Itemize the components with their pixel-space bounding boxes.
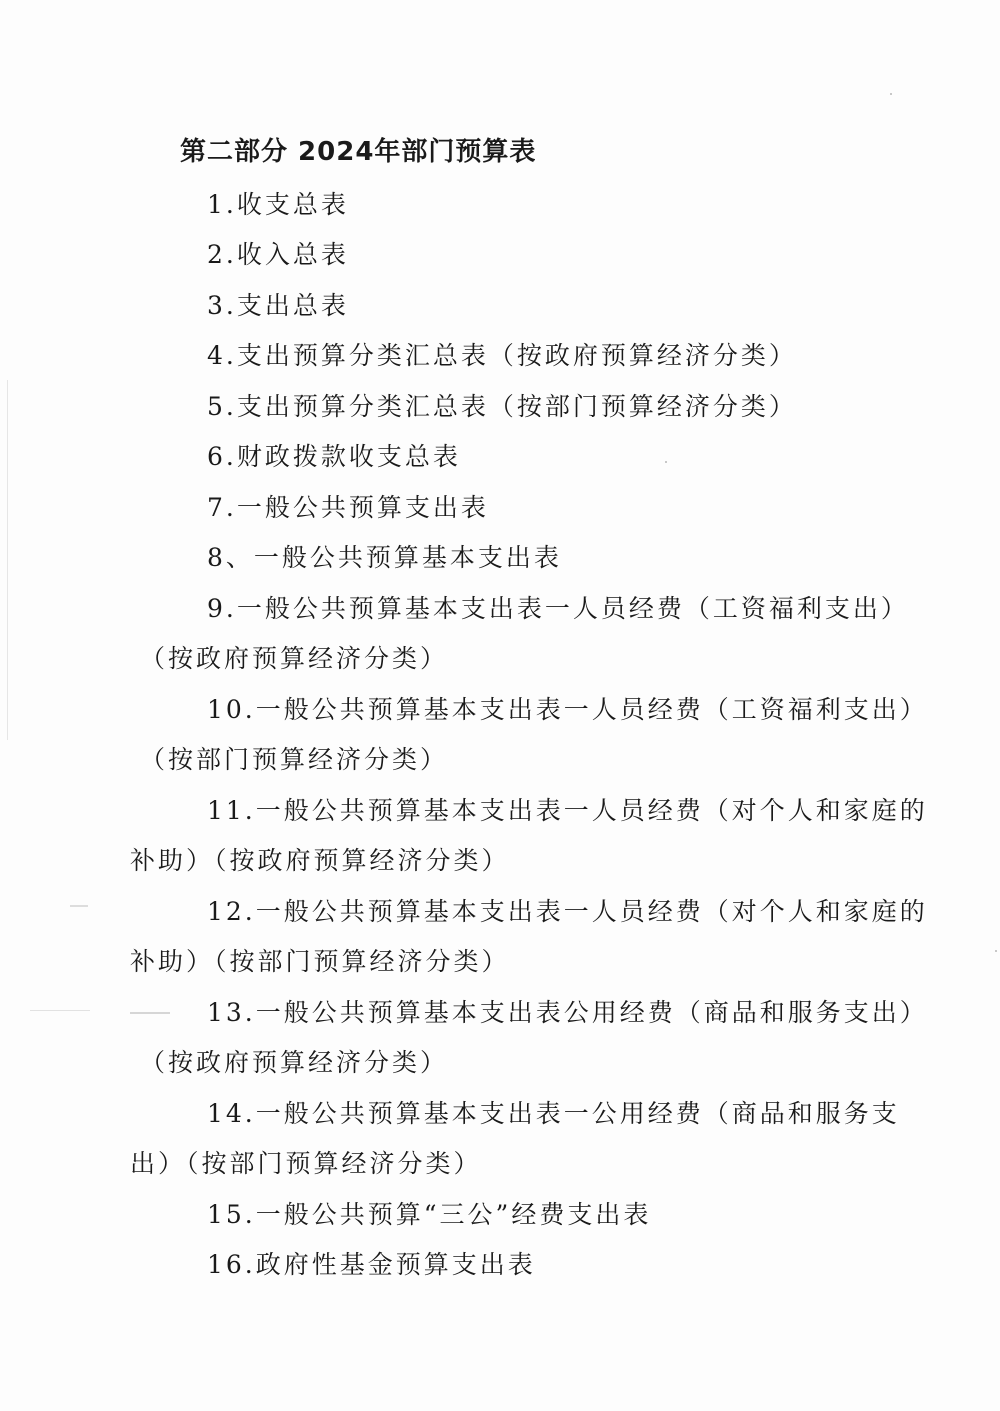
list-item-continuation: （按部门预算经济分类） [140,745,449,774]
list-item: 6.财政拨款收支总表 [207,442,461,471]
list-item: 9.一般公共预算基本支出表一人员经费（工资福利支出） [207,594,909,623]
list-item: 12.一般公共预算基本支出表一人员经费（对个人和家庭的 [207,897,928,926]
list-item-continuation: 出）（按部门预算经济分类） [130,1149,482,1178]
list-item: 13.一般公共预算基本支出表公用经费（商品和服务支出） [207,998,928,1027]
list-item: 11.一般公共预算基本支出表一人员经费（对个人和家庭的 [207,796,928,825]
scan-speck [995,950,997,952]
list-item-continuation: 补助）（按政府预算经济分类） [130,846,510,875]
scan-speck [30,1010,90,1011]
list-item-continuation: （按政府预算经济分类） [140,644,449,673]
scan-edge-mark [7,380,8,740]
list-item: 1.收支总表 [207,190,349,219]
list-item: 3.支出总表 [207,291,349,320]
list-item: 7.一般公共预算支出表 [207,493,489,522]
scan-speck [70,905,88,907]
scan-speck [890,93,892,95]
list-item: 14.一般公共预算基本支出表一公用经费（商品和服务支 [207,1099,900,1128]
list-item: 16.政府性基金预算支出表 [207,1250,536,1279]
list-item: 10.一般公共预算基本支出表一人员经费（工资福利支出） [207,695,928,724]
list-item: 15.一般公共预算“三公”经费支出表 [207,1200,652,1229]
list-item-continuation: 补助）（按部门预算经济分类） [130,947,510,976]
section-heading: 第二部分 2024年部门预算表 [180,137,537,167]
list-item: 8、一般公共预算基本支出表 [207,543,562,572]
scan-speck [130,1012,170,1014]
list-item: 4.支出预算分类汇总表（按政府预算经济分类） [207,341,797,370]
list-item: 2.收入总表 [207,240,349,269]
list-item-continuation: （按政府预算经济分类） [140,1048,449,1077]
list-item: 5.支出预算分类汇总表（按部门预算经济分类） [207,392,797,421]
scan-speck [665,461,667,463]
